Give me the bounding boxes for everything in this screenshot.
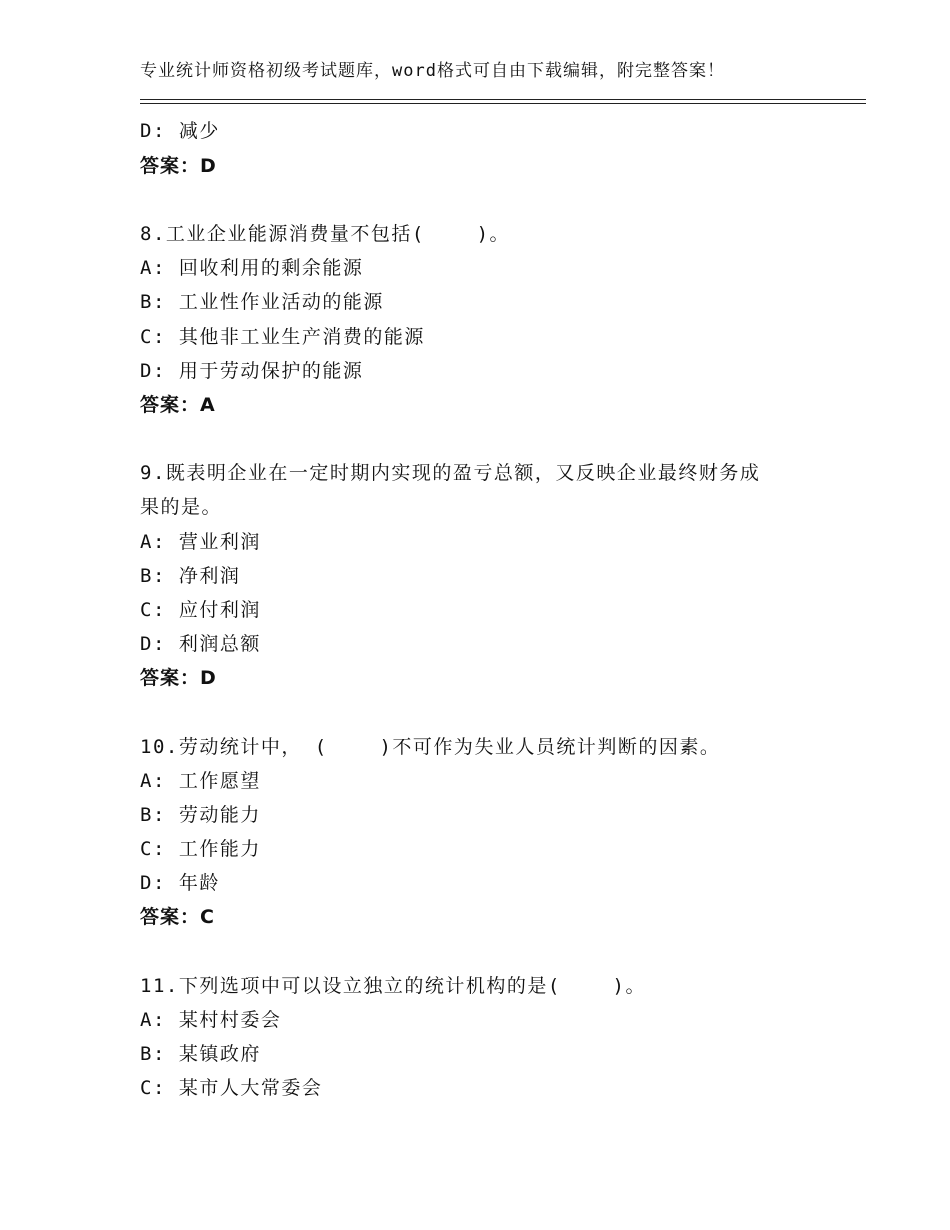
q11-option-c: C: 某市人大常委会 [140, 1077, 323, 1099]
q11-option-b: B: 某镇政府 [140, 1043, 261, 1065]
q10-stem: 10.劳动统计中， ( )不可作为失业人员统计判断的因素。 [140, 736, 721, 758]
q8-option-a: A: 回收利用的剩余能源 [140, 257, 364, 279]
q9-option-c: C: 应付利润 [140, 599, 261, 621]
q10-answer: 答案：C [140, 906, 215, 928]
q9-answer: 答案：D [140, 667, 217, 689]
prev-option-d: D: 减少 [140, 120, 220, 142]
header-rule-top [140, 99, 866, 100]
q10-option-a: A: 工作愿望 [140, 770, 261, 792]
q9-option-a: A: 营业利润 [140, 531, 261, 553]
prev-answer: 答案：D [140, 155, 217, 177]
q8-answer: 答案：A [140, 394, 216, 416]
q9-stem-line2: 果的是。 [140, 496, 223, 518]
q9-stem-line1: 9.既表明企业在一定时期内实现的盈亏总额，又反映企业最终财务成 [140, 462, 761, 484]
q10-option-c: C: 工作能力 [140, 838, 261, 860]
q10-option-b: B: 劳动能力 [140, 804, 261, 826]
q8-stem: 8.工业企业能源消费量不包括( )。 [140, 223, 511, 245]
header-rule-bottom [140, 103, 866, 104]
q11-stem: 11.下列选项中可以设立独立的统计机构的是( )。 [140, 975, 646, 997]
q9-option-d: D: 利润总额 [140, 633, 261, 655]
q8-option-d: D: 用于劳动保护的能源 [140, 360, 364, 382]
q10-option-d: D: 年龄 [140, 872, 220, 894]
q8-option-b: B: 工业性作业活动的能源 [140, 291, 384, 313]
page-header: 专业统计师资格初级考试题库，word格式可自由下载编辑，附完整答案！ [140, 61, 725, 81]
q8-option-c: C: 其他非工业生产消费的能源 [140, 326, 425, 348]
q11-option-a: A: 某村村委会 [140, 1009, 282, 1031]
q9-option-b: B: 净利润 [140, 565, 241, 587]
